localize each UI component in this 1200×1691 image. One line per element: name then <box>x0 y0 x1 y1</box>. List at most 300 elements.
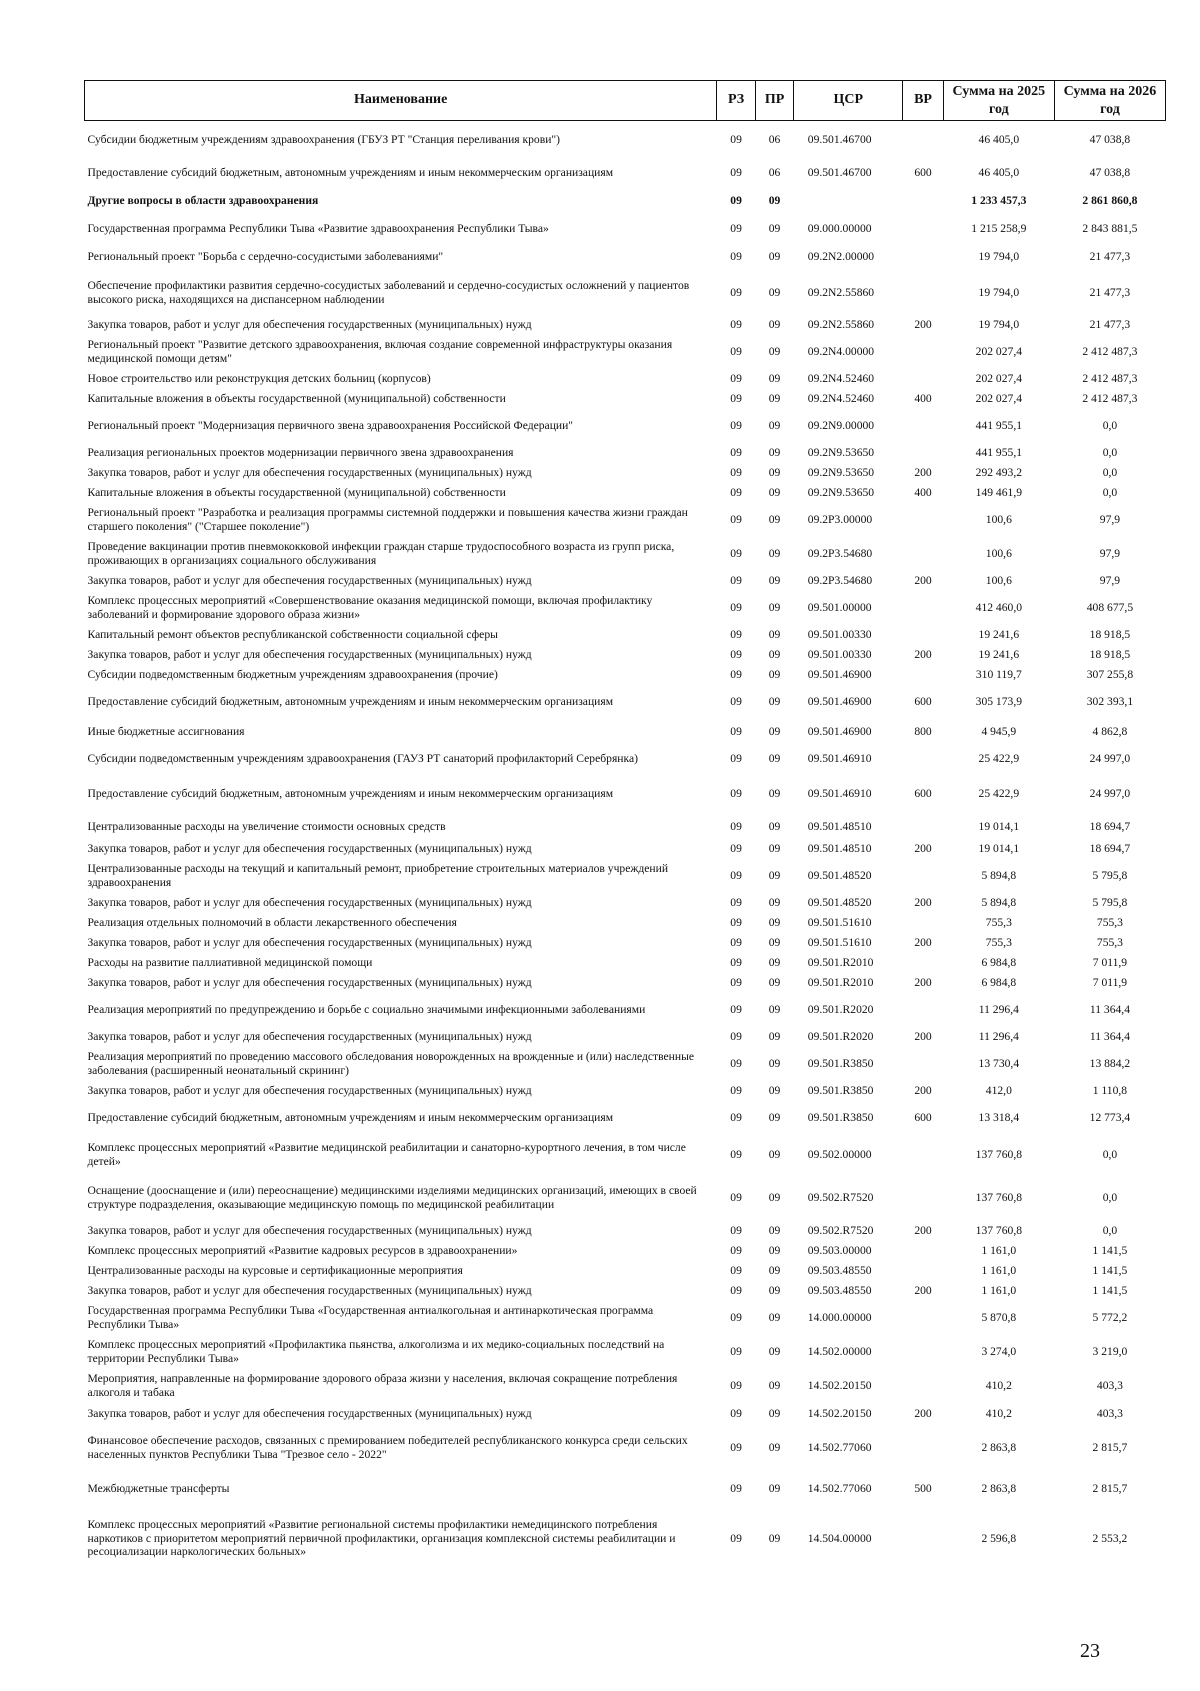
row-sum-2026: 4 862,8 <box>1092 724 1128 738</box>
row-rz: 09 <box>730 786 742 800</box>
row-vr: 200 <box>914 647 932 661</box>
row-name: Обеспечение профилактики развития сердечно-сосудистых заболеваний и сердечно-сосудистых осложнений у пациентов высокого риска, находящихся на диспансерном наблюдении <box>87 278 690 306</box>
row-pr: 09 <box>768 391 781 405</box>
row-rz: 09 <box>730 895 742 909</box>
row-sum-2025: 100,6 <box>985 546 1012 560</box>
row-sum-2026: 755,3 <box>1096 915 1123 929</box>
row-sum-2025: 410,2 <box>985 1378 1012 1392</box>
row-csr: 09.501.46900 <box>807 724 872 738</box>
row-pr: 09 <box>768 249 781 263</box>
row-name: Региональный проект "Разработка и реализация программы системной поддержки и повышения качества жизни граждан старшего поколения" ("Старшее поколение") <box>87 505 688 533</box>
row-rz: 09 <box>730 935 742 949</box>
row-rz: 09 <box>730 975 742 989</box>
row-sum-2025: 13 730,4 <box>978 1056 1020 1070</box>
row-name: Закупка товаров, работ и услуг для обеспечения государственных (муниципальных) нужд <box>87 465 532 479</box>
row-csr: 09.503.48550 <box>807 1283 872 1297</box>
row-csr: 09.501.48510 <box>807 841 872 855</box>
row-sum-2025: 310 119,7 <box>975 667 1022 681</box>
row-vr <box>903 591 944 625</box>
table-row <box>85 503 1166 537</box>
row-csr: 09.2P3.54680 <box>807 573 873 587</box>
row-pr: 09 <box>768 1481 781 1495</box>
row-sum-2025: 13 318,4 <box>978 1110 1020 1124</box>
row-sum-2025: 149 461,9 <box>975 485 1023 499</box>
row-sum-2025: 11 296,4 <box>978 1029 1019 1043</box>
row-sum-2025: 410,2 <box>985 1406 1012 1420</box>
row-rz: 09 <box>730 249 742 263</box>
row-rz: 09 <box>730 1283 742 1297</box>
row-vr <box>903 1369 944 1403</box>
row-vr <box>903 1425 944 1471</box>
row-rz: 09 <box>730 1029 742 1043</box>
page-number: 23 <box>1080 1640 1100 1662</box>
header-name: Наименование <box>85 81 717 121</box>
row-rz: 09 <box>730 667 742 681</box>
row-pr: 09 <box>768 1406 781 1420</box>
row-sum-2025: 305 173,9 <box>975 694 1023 708</box>
row-vr: 200 <box>914 573 932 587</box>
row-pr: 09 <box>768 955 781 969</box>
row-sum-2025: 412,0 <box>985 1083 1012 1097</box>
table-row <box>85 1507 1166 1571</box>
row-sum-2025: 2 863,8 <box>981 1440 1017 1454</box>
row-vr <box>903 1261 944 1281</box>
row-pr: 09 <box>768 1243 781 1257</box>
row-rz: 09 <box>730 1002 742 1016</box>
row-pr: 09 <box>768 221 781 235</box>
row-sum-2025: 11 296,4 <box>978 1002 1019 1016</box>
row-csr: 14.502.77060 <box>807 1481 872 1495</box>
row-sum-2026: 302 393,1 <box>1086 694 1134 708</box>
row-name: Иные бюджетные ассигнования <box>87 724 245 738</box>
row-csr: 09.501.00000 <box>807 600 872 614</box>
row-sum-2025: 25 422,9 <box>978 786 1020 800</box>
row-name: Региональный проект "Модернизация первичного звена здравоохранения Российской Федерации" <box>87 418 574 432</box>
table-row <box>85 1403 1166 1425</box>
row-name: Централизованные расходы на курсовые и сертификационные мероприятия <box>87 1263 463 1277</box>
row-rz: 09 <box>730 1147 742 1161</box>
row-name: Финансовое обеспечение расходов, связанных с премированием победителей республиканского конкурса среди сельских населенных пунктов Республики Тыва "Трезвое село - 2022" <box>87 1433 688 1461</box>
row-vr <box>903 271 944 315</box>
row-pr: 09 <box>768 1002 781 1016</box>
table-row <box>85 913 1166 933</box>
row-sum-2026: 2 843 881,5 <box>1082 221 1138 235</box>
row-sum-2026: 24 997,0 <box>1089 751 1131 765</box>
row-vr: 200 <box>914 1083 932 1097</box>
row-rz: 09 <box>730 418 742 432</box>
row-csr: 09.501.48520 <box>807 895 872 909</box>
table-row <box>85 1047 1166 1081</box>
row-rz: 09 <box>730 600 742 614</box>
row-name: Мероприятия, направленные на формирование здорового образа жизни у населения, включая сокращение потребления алкоголя и табака <box>87 1371 678 1399</box>
row-name: Государственная программа Республики Тыва «Государственная антиалкогольная и антинаркотическая программа Республики Тыва» <box>87 1303 654 1331</box>
row-sum-2025: 441 955,1 <box>975 418 1023 432</box>
row-pr: 09 <box>768 627 781 641</box>
table-row <box>85 271 1166 315</box>
row-csr: 09.2P3.54680 <box>807 546 873 560</box>
row-vr <box>903 745 944 773</box>
row-vr: 400 <box>914 485 932 499</box>
budget-table <box>84 80 1166 1571</box>
row-name: Централизованные расходы на увеличение стоимости основных средств <box>87 819 446 833</box>
row-vr <box>903 215 944 243</box>
row-name: Комплекс процессных мероприятий «Совершенствование оказания медицинской помощи, включая профилактику заболеваний и формирование здорового образа жизни» <box>87 593 653 621</box>
table-row <box>85 953 1166 973</box>
row-vr <box>903 409 944 443</box>
row-vr: 200 <box>914 465 932 479</box>
row-sum-2026: 5 795,8 <box>1092 868 1128 882</box>
row-vr: 200 <box>914 1223 932 1237</box>
row-vr: 200 <box>914 1283 932 1297</box>
row-sum-2025: 19 241,6 <box>978 647 1020 661</box>
row-sum-2025: 1 161,0 <box>981 1283 1017 1297</box>
row-vr: 600 <box>914 1110 932 1124</box>
row-rz: 09 <box>730 647 742 661</box>
row-name: Реализация региональных проектов модернизации первичного звена здравоохранения <box>87 445 514 459</box>
row-sum-2026: 5 795,8 <box>1092 895 1128 909</box>
row-pr: 09 <box>768 1344 781 1358</box>
row-csr: 14.502.20150 <box>807 1406 872 1420</box>
row-vr: 200 <box>914 841 932 855</box>
row-vr <box>903 815 944 839</box>
row-pr: 09 <box>768 647 781 661</box>
row-name: Расходы на развитие паллиативной медицинской помощи <box>87 955 373 969</box>
table-row <box>85 463 1166 483</box>
row-rz: 09 <box>730 485 742 499</box>
row-sum-2026: 7 011,9 <box>1092 955 1128 969</box>
row-sum-2025: 1 161,0 <box>981 1263 1017 1277</box>
table-row <box>85 625 1166 645</box>
row-rz: 09 <box>730 546 742 560</box>
row-name: Субсидии подведомственным учреждениям здравоохранения (ГАУЗ РТ санаторий профилакторий Серебрянка) <box>87 751 638 765</box>
row-pr: 09 <box>768 751 781 765</box>
row-rz: 09 <box>730 819 742 833</box>
row-rz: 09 <box>730 465 742 479</box>
row-name: Проведение вакцинации против пневмококковой инфекции граждан старше трудоспособного возраста из групп риска, проживающих в организациях социального обслуживания <box>87 539 675 567</box>
row-name: Реализация мероприятий по проведению массового обследования новорожденных на врожденные и (или) наследственные заболевания (расширенный неонатальный скрининг) <box>87 1049 695 1077</box>
row-vr: 600 <box>914 165 932 179</box>
row-rz: 09 <box>730 573 742 587</box>
row-name: Закупка товаров, работ и услуг для обеспечения государственных (муниципальных) нужд <box>87 1406 532 1420</box>
table-row <box>85 1281 1166 1301</box>
row-rz: 09 <box>730 285 742 299</box>
row-csr: 14.000.00000 <box>807 1310 872 1324</box>
row-sum-2026: 1 141,5 <box>1092 1243 1128 1257</box>
row-csr: 09.2N2.55860 <box>807 317 875 331</box>
row-name: Закупка товаров, работ и услуг для обеспечения государственных (муниципальных) нужд <box>87 841 532 855</box>
row-vr <box>903 1241 944 1261</box>
row-sum-2026: 2 815,7 <box>1092 1440 1128 1454</box>
row-sum-2026: 408 677,5 <box>1086 600 1134 614</box>
row-name: Новое строительство или реконструкция детских больниц (корпусов) <box>87 371 431 385</box>
row-rz: 09 <box>730 694 742 708</box>
row-csr <box>794 187 903 215</box>
row-sum-2025: 137 760,8 <box>975 1147 1023 1161</box>
row-sum-2026: 0,0 <box>1102 418 1118 432</box>
table-body <box>85 121 1166 1571</box>
row-vr <box>903 503 944 537</box>
table-row <box>85 215 1166 243</box>
row-sum-2025: 19 794,0 <box>978 285 1020 299</box>
row-sum-2025: 19 014,1 <box>978 841 1020 855</box>
table-row <box>85 1241 1166 1261</box>
row-sum-2025: 25 422,9 <box>978 751 1020 765</box>
row-csr: 09.501.46900 <box>807 667 872 681</box>
table-row <box>85 1135 1166 1175</box>
row-pr: 09 <box>768 1056 781 1070</box>
row-name: Комплекс процессных мероприятий «Развитие региональной системы профилактики немедицинского потребления наркотиков с приоритетом мероприятий первичной профилактики, организация комплексной системы реабилитации и ресоциализации наркологических больных» <box>87 1517 676 1559</box>
row-sum-2026: 24 997,0 <box>1089 786 1131 800</box>
row-vr: 400 <box>914 391 932 405</box>
row-rz: 09 <box>730 1110 742 1124</box>
row-name: Закупка товаров, работ и услуг для обеспечения государственных (муниципальных) нужд <box>87 1223 532 1237</box>
row-pr: 09 <box>768 895 781 909</box>
row-sum-2026: 11 364,4 <box>1089 1029 1131 1043</box>
row-rz: 09 <box>730 627 742 641</box>
row-vr <box>903 1301 944 1335</box>
row-rz: 09 <box>730 751 742 765</box>
row-name: Комплекс процессных мероприятий «Профилактика пьянства, алкоголизма и их медико-социальных последствий на территории Республики Тыва» <box>87 1337 665 1365</box>
row-sum-2025: 6 984,8 <box>981 975 1017 989</box>
row-pr: 09 <box>768 546 781 560</box>
row-rz: 09 <box>730 1190 742 1204</box>
table-row <box>85 335 1166 369</box>
row-sum-2026: 21 477,3 <box>1089 317 1131 331</box>
row-rz: 09 <box>730 193 742 207</box>
row-csr: 09.502.R7520 <box>807 1190 874 1204</box>
row-csr: 09.000.00000 <box>807 221 872 235</box>
row-rz: 09 <box>730 512 742 526</box>
row-name: Другие вопросы в области здравоохранения <box>87 193 319 207</box>
row-name: Предоставление субсидий бюджетным, автономным учреждениям и иным некоммерческим организациям <box>87 1110 614 1124</box>
row-sum-2025: 202 027,4 <box>975 391 1023 405</box>
row-rz: 09 <box>730 1440 742 1454</box>
row-name: Предоставление субсидий бюджетным, автономным учреждениям и иным некоммерческим организациям <box>87 165 614 179</box>
row-sum-2026: 403,3 <box>1096 1406 1123 1420</box>
row-csr: 14.502.00000 <box>807 1344 872 1358</box>
table-row <box>85 1261 1166 1281</box>
table-row <box>85 187 1166 215</box>
row-csr: 09.501.R3850 <box>807 1110 874 1124</box>
row-name: Комплекс процессных мероприятий «Развитие кадровых ресурсов в здравоохранении» <box>87 1243 518 1257</box>
row-csr: 09.501.51610 <box>807 935 872 949</box>
row-rz: 09 <box>730 317 742 331</box>
row-name: Закупка товаров, работ и услуг для обеспечения государственных (муниципальных) нужд <box>87 1283 532 1297</box>
row-rz: 09 <box>730 165 742 179</box>
row-vr <box>903 1047 944 1081</box>
row-vr: 200 <box>914 895 932 909</box>
row-sum-2025: 19 241,6 <box>978 627 1020 641</box>
row-csr: 09.2N9.00000 <box>807 418 875 432</box>
row-rz: 09 <box>730 371 742 385</box>
row-csr: 09.2N9.53650 <box>807 465 875 479</box>
table-row <box>85 537 1166 571</box>
row-sum-2025: 137 760,8 <box>975 1190 1023 1204</box>
row-rz: 09 <box>730 955 742 969</box>
row-name: Закупка товаров, работ и услуг для обеспечения государственных (муниципальных) нужд <box>87 935 532 949</box>
row-rz: 09 <box>730 221 742 235</box>
row-vr <box>903 953 944 973</box>
row-sum-2025: 100,6 <box>985 512 1012 526</box>
row-pr: 09 <box>768 1440 781 1454</box>
row-csr: 09.501.R2010 <box>807 975 874 989</box>
row-rz: 09 <box>730 1406 742 1420</box>
row-pr: 06 <box>768 132 781 146</box>
row-sum-2026: 0,0 <box>1102 465 1118 479</box>
row-pr: 09 <box>768 1263 781 1277</box>
row-vr: 200 <box>914 317 932 331</box>
row-sum-2026: 18 918,5 <box>1089 627 1131 641</box>
row-pr: 09 <box>768 935 781 949</box>
table-row <box>85 893 1166 913</box>
row-pr: 09 <box>768 512 781 526</box>
row-pr: 09 <box>768 841 781 855</box>
row-pr: 09 <box>768 445 781 459</box>
row-sum-2025: 2 596,8 <box>981 1531 1017 1545</box>
row-csr: 09.501.46900 <box>807 694 872 708</box>
row-sum-2026: 97,9 <box>1099 573 1121 587</box>
row-csr: 09.2N2.00000 <box>807 249 875 263</box>
row-name: Оснащение (дооснащение и (или) переоснащение) медицинскими изделиями медицинских организаций, имеющих в своей структуре подразделения, оказывающие медицинскую помощь по медицинской реабилитации <box>87 1183 697 1211</box>
row-csr: 09.2N4.00000 <box>807 344 875 358</box>
row-sum-2025: 1 233 457,3 <box>971 193 1027 207</box>
row-rz: 09 <box>730 132 742 146</box>
row-vr <box>903 913 944 933</box>
row-vr <box>903 443 944 463</box>
row-sum-2026: 2 412 487,3 <box>1082 391 1138 405</box>
row-sum-2026: 0,0 <box>1102 1190 1118 1204</box>
row-sum-2025: 137 760,8 <box>975 1223 1023 1237</box>
row-vr: 200 <box>914 1406 932 1420</box>
row-pr: 09 <box>768 975 781 989</box>
row-sum-2026: 5 772,2 <box>1092 1310 1128 1324</box>
table-row <box>85 1335 1166 1369</box>
row-sum-2026: 0,0 <box>1102 1147 1118 1161</box>
row-sum-2025: 1 161,0 <box>981 1243 1017 1257</box>
row-csr: 14.502.20150 <box>807 1378 872 1392</box>
row-name: Закупка товаров, работ и услуг для обеспечения государственных (муниципальных) нужд <box>87 895 532 909</box>
table-row <box>85 993 1166 1027</box>
row-rz: 09 <box>730 1531 742 1545</box>
row-name: Капитальные вложения в объекты государственной (муниципальной) собственности <box>87 391 506 405</box>
row-pr: 09 <box>768 418 781 432</box>
row-sum-2025: 6 984,8 <box>981 955 1017 969</box>
row-sum-2025: 412 460,0 <box>975 600 1023 614</box>
row-pr: 09 <box>768 819 781 833</box>
row-name: Предоставление субсидий бюджетным, автономным учреждениям и иным некоммерческим организациям <box>87 786 614 800</box>
row-sum-2025: 19 794,0 <box>978 249 1020 263</box>
row-vr: 200 <box>914 1029 932 1043</box>
row-rz: 09 <box>730 1243 742 1257</box>
row-rz: 09 <box>730 1083 742 1097</box>
row-csr: 09.503.00000 <box>807 1243 872 1257</box>
table-row <box>85 443 1166 463</box>
row-sum-2025: 19 794,0 <box>978 317 1020 331</box>
table-row <box>85 159 1166 187</box>
row-vr <box>903 335 944 369</box>
row-vr <box>903 993 944 1027</box>
row-name: Централизованные расходы на текущий и капитальный ремонт, приобретение строительных материалов учреждений здравоохранения <box>87 861 669 889</box>
row-pr: 09 <box>768 344 781 358</box>
row-sum-2026: 47 038,8 <box>1089 165 1131 179</box>
row-sum-2026: 2 412 487,3 <box>1082 344 1138 358</box>
row-sum-2025: 19 014,1 <box>978 819 1020 833</box>
row-name: Региональный проект "Развитие детского здравоохранения, включая создание современной инфраструктуры оказания медицинской помощи детям" <box>87 337 673 365</box>
row-vr <box>903 187 944 215</box>
row-name: Региональный проект "Борьба с сердечно-сосудистыми заболеваниями" <box>87 249 444 263</box>
row-vr <box>903 369 944 389</box>
row-pr: 09 <box>768 724 781 738</box>
row-pr: 09 <box>768 371 781 385</box>
row-sum-2026: 18 918,5 <box>1089 647 1131 661</box>
row-csr: 09.501.R2020 <box>807 1002 874 1016</box>
row-pr: 09 <box>768 600 781 614</box>
table-row <box>85 839 1166 859</box>
table-row <box>85 571 1166 591</box>
row-pr: 09 <box>768 667 781 681</box>
row-sum-2026: 12 773,4 <box>1089 1110 1131 1124</box>
table-row <box>85 973 1166 993</box>
row-sum-2025: 755,3 <box>985 915 1012 929</box>
row-rz: 09 <box>730 391 742 405</box>
row-sum-2026: 307 255,8 <box>1086 667 1134 681</box>
table-row <box>85 1027 1166 1047</box>
header-vr: ВР <box>903 81 944 121</box>
row-sum-2026: 7 011,9 <box>1092 975 1128 989</box>
row-csr: 09.501.00330 <box>807 627 872 641</box>
row-csr: 09.2N9.53650 <box>807 445 875 459</box>
row-rz: 09 <box>730 1344 742 1358</box>
row-vr: 600 <box>914 786 932 800</box>
row-pr: 09 <box>768 573 781 587</box>
header-pr: ПР <box>755 81 793 121</box>
row-name: Капитальные вложения в объекты государственной (муниципальной) собственности <box>87 485 506 499</box>
row-csr: 09.503.48550 <box>807 1263 872 1277</box>
table-row <box>85 685 1166 719</box>
row-vr <box>903 243 944 271</box>
row-csr: 14.502.77060 <box>807 1440 872 1454</box>
row-csr: 09.501.46910 <box>807 786 872 800</box>
row-csr: 09.2N2.55860 <box>807 285 875 299</box>
row-vr: 200 <box>914 935 932 949</box>
row-name: Реализация отдельных полномочий в области лекарственного обеспечения <box>87 915 457 929</box>
row-sum-2026: 47 038,8 <box>1089 132 1131 146</box>
table-row <box>85 1221 1166 1241</box>
table-row <box>85 121 1166 159</box>
row-sum-2025: 292 493,2 <box>975 465 1023 479</box>
row-sum-2026: 1 141,5 <box>1092 1263 1128 1277</box>
row-sum-2026: 18 694,7 <box>1089 819 1131 833</box>
row-sum-2025: 2 863,8 <box>981 1481 1017 1495</box>
row-rz: 09 <box>730 1378 742 1392</box>
row-sum-2025: 5 870,8 <box>981 1310 1017 1324</box>
row-csr: 09.501.48520 <box>807 868 872 882</box>
row-csr: 09.501.R3850 <box>807 1056 874 1070</box>
row-sum-2026: 1 110,8 <box>1092 1083 1128 1097</box>
table-row <box>85 483 1166 503</box>
table-row <box>85 745 1166 773</box>
row-name: Межбюджетные трансферты <box>87 1481 230 1495</box>
row-sum-2026: 18 694,7 <box>1089 841 1131 855</box>
row-name: Субсидии подведомственным бюджетным учреждениям здравоохранения (прочие) <box>87 667 498 681</box>
table-row <box>85 1081 1166 1101</box>
row-pr: 09 <box>768 868 781 882</box>
row-vr <box>903 859 944 893</box>
row-vr: 800 <box>914 724 932 738</box>
row-sum-2025: 46 405,0 <box>978 165 1020 179</box>
row-pr: 09 <box>768 786 781 800</box>
row-vr <box>903 625 944 645</box>
